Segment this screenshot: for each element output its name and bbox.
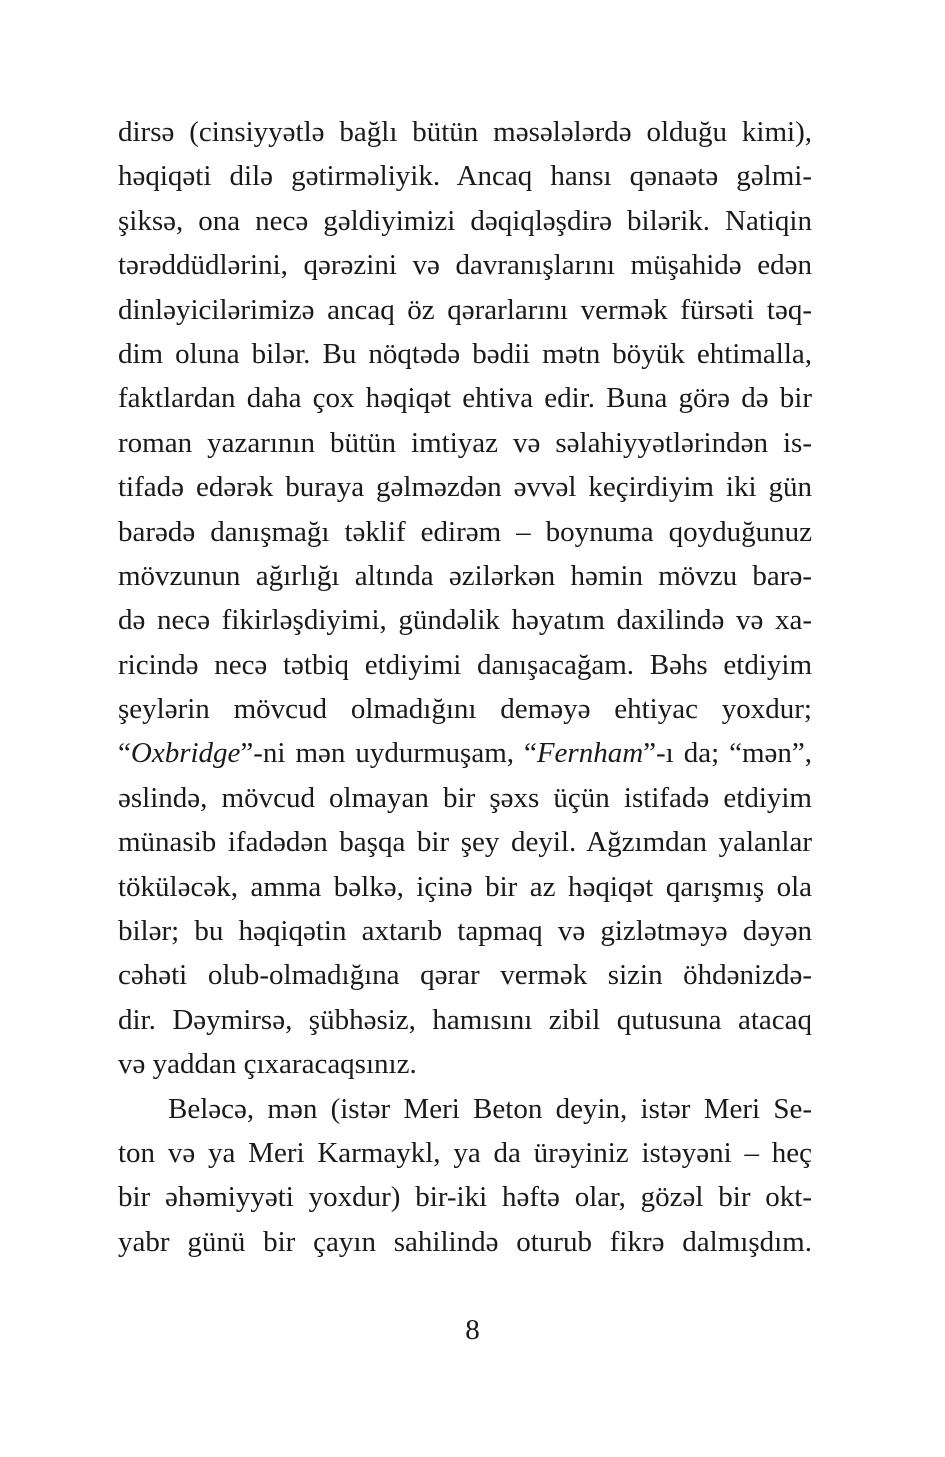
- text-line: münasib ifadədən başqa bir şey deyil. Ağzımdan yalanlar: [118, 826, 812, 859]
- text-line: əslində, mövcud olmayan bir şəxs üçün istifadə etdiyim: [118, 781, 812, 814]
- page-number: 8: [465, 1314, 480, 1346]
- text-line: dir. Dəymirsə, şübhəsiz, hamısını zibil qutusuna atacaq: [118, 1003, 812, 1036]
- text-line: faktlardan daha çox həqiqət ehtiva edir. Buna görə də bir: [118, 382, 812, 415]
- text-line: şeylərin mövcud olmadığını deməyə ehtiyac yoxdur;: [118, 693, 812, 726]
- text-line: dim oluna bilər. Bu nöqtədə bədii mətn böyük ehtimalla,: [118, 337, 812, 370]
- text-line: barədə danışmağı təklif edirəm – boynuma qoyduğunuz: [118, 515, 812, 548]
- text-line: roman yazarının bütün imtiyaz və səlahiyyətlərindən is-: [118, 426, 812, 459]
- text-line: dinləyicilərimizə ancaq öz qərarlarını vermək fürsəti təq-: [118, 293, 812, 326]
- text-line: yabr günü bir çayın sahilində oturub fikrə dalmışdım.: [118, 1225, 812, 1258]
- line-middle-text: ”-ni mən uydurmuşam, “: [240, 737, 537, 770]
- text-line: tifadə edərək buraya gəlməzdən əvvəl keçirdiyim iki gün: [118, 471, 812, 504]
- body-text: [118, 110, 812, 1264]
- text-line: ricində necə tətbiq etdiyimi danışacağam. Bəhs etdiyim: [118, 648, 812, 681]
- text-line-with-italics: [118, 731, 812, 775]
- line-end-text: ”-ı da; “mən”,: [643, 737, 812, 770]
- text-line-last: və yaddan çıxaracaqsınız.: [118, 1048, 417, 1081]
- text-line-indented: Beləcə, mən (istər Meri Beton deyin, istər Meri Se-: [168, 1092, 812, 1125]
- text-line: cəhəti olub-olmadığına qərar vermək sizin öhdənizdə-: [118, 959, 812, 992]
- text-line: dirsə (cinsiyyətlə bağlı bütün məsələlərdə olduğu kimi),: [118, 116, 812, 148]
- text-line: mövzunun ağırlığı altında əzilərkən həmin mövzu barə-: [118, 559, 812, 592]
- text-line: tərəddüdlərini, qərəzini və davranışlarını müşahidə edən: [118, 249, 812, 282]
- italic-fernham: Fernham: [536, 737, 644, 770]
- open-quote: “: [118, 737, 131, 770]
- text-line: ton və ya Meri Karmaykl, ya da ürəyiniz istəyəni – heç: [118, 1136, 812, 1169]
- text-line: bir əhəmiyyəti yoxdur) bir-iki həftə olar, gözəl bir okt-: [118, 1181, 812, 1214]
- text-line: də necə fikirləşdiyimi, gündəlik həyatım daxilində və xa-: [118, 604, 812, 637]
- text-line: şiksə, ona necə gəldiyimizi dəqiqləşdirə bilərik. Natiqin: [118, 204, 812, 237]
- italic-oxbridge: Oxbridge: [130, 737, 241, 770]
- text-line: bilər; bu həqiqətin axtarıb tapmaq və gizlətməyə dəyən: [118, 915, 812, 948]
- text-line: töküləcək, amma bəlkə, içinə bir az həqiqət qarışmış ola: [118, 870, 812, 903]
- text-line: həqiqəti dilə gətirməliyik. Ancaq hansı qənaətə gəlmi-: [118, 160, 812, 193]
